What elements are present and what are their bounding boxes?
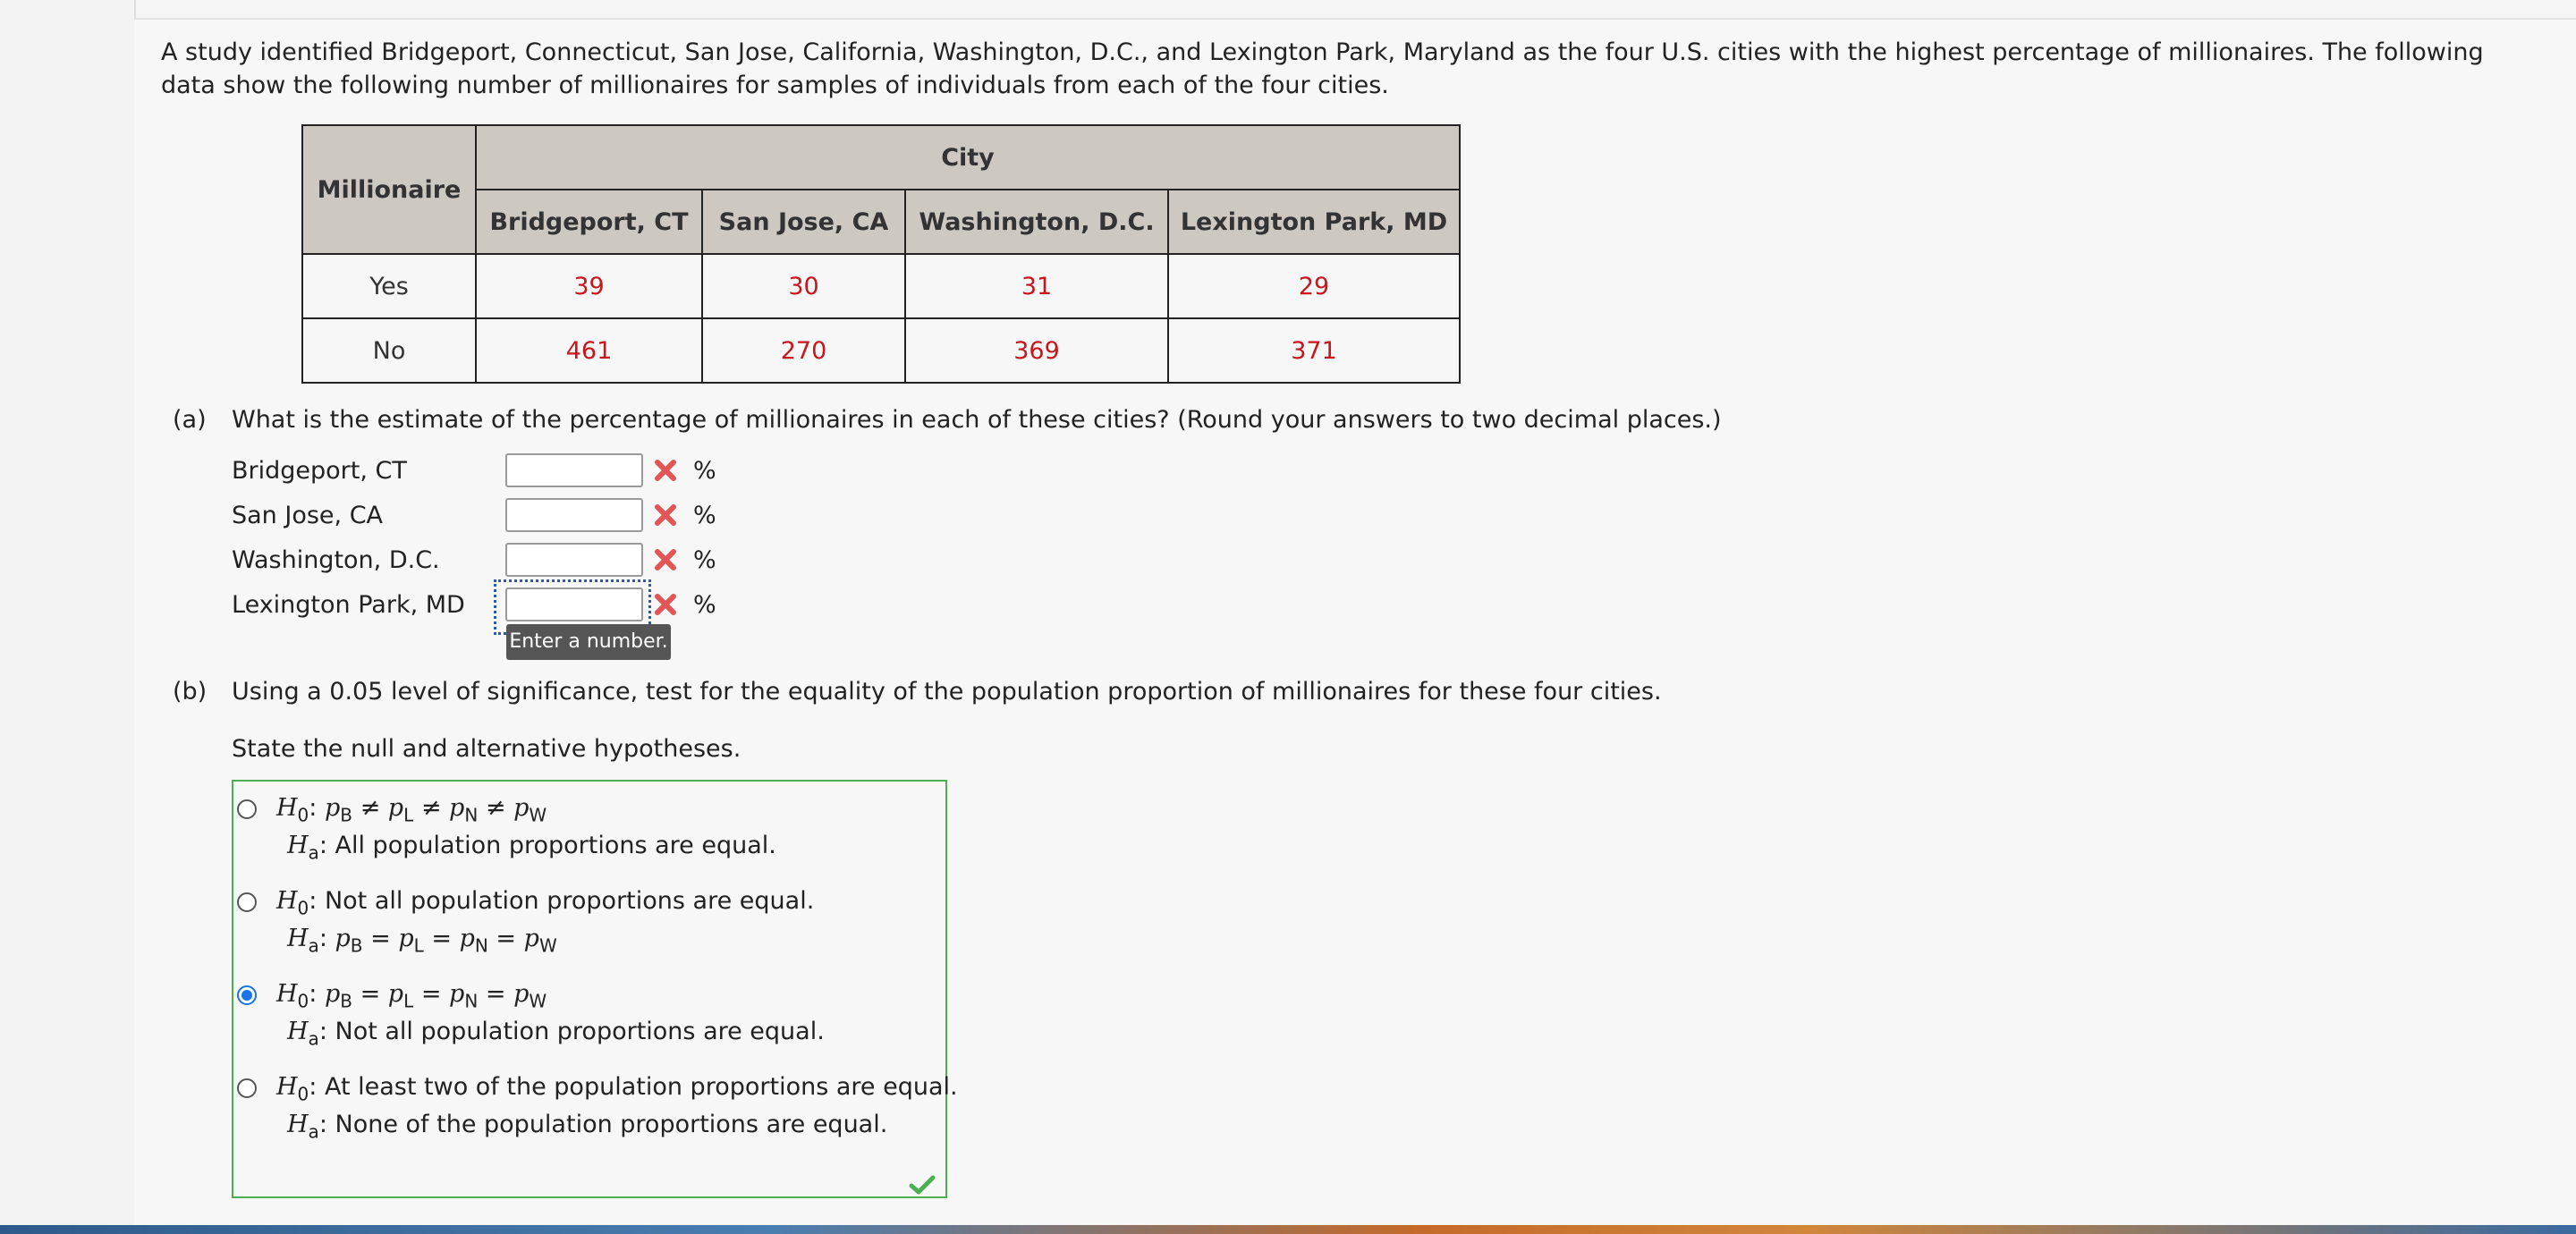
radio-button[interactable] <box>237 1078 257 1098</box>
x-icon <box>654 593 677 616</box>
row-label: Yes <box>302 254 476 318</box>
question-content <box>134 20 2576 1225</box>
ha-text: None of the population proportions are equal. <box>335 1111 888 1138</box>
percent-unit: % <box>693 590 716 619</box>
intro-text: A study identified Bridgeport, Connecticut, San Jose, California, Washington, D.C., and Lexington Park, Maryland as the four U.S. cities with the highest percentage of millionaires. The following data show the following number of millionaires for samples of individuals from each of the four cities. <box>161 38 2484 99</box>
h0-line: $H_0$: $p_B = p_L = p_N = p_W$ <box>276 980 547 1012</box>
ha-text: Not all population proportions are equal. <box>335 1018 825 1045</box>
table-cell: 39 <box>476 254 702 318</box>
answer-row-washington <box>232 540 716 579</box>
answer-label: Washington, D.C. <box>232 545 440 574</box>
h0-text: At least two of the population proportions are equal. <box>324 1073 958 1101</box>
ha-line: $H_a$: None of the population proportions are equal. <box>287 1111 888 1143</box>
group-header: City <box>476 125 1460 190</box>
row-header: Millionaire <box>302 125 476 254</box>
column-header: Bridgeport, CT <box>476 190 702 254</box>
answer-row-bridgeport <box>232 451 716 490</box>
column-header: Lexington Park, MD <box>1168 190 1460 254</box>
radio-button[interactable] <box>237 892 257 912</box>
table-cell: 369 <box>905 318 1168 383</box>
x-icon <box>654 503 677 527</box>
answer-label: Bridgeport, CT <box>232 456 407 485</box>
x-icon <box>654 548 677 571</box>
washington-percent-input[interactable] <box>505 543 643 577</box>
radio-button[interactable] <box>237 799 257 819</box>
ha-line: $H_a$: $p_B = p_L = p_N = p_W$ <box>287 925 557 957</box>
ha-text: All population proportions are equal. <box>335 832 776 859</box>
part-b-text: Using a 0.05 level of significance, test for the equality of the population proportion of millionaires for these four cities. <box>232 678 1662 706</box>
state-hypotheses-prompt: State the null and alternative hypotheses. <box>232 735 741 763</box>
part-a-tag: (a) <box>173 406 207 434</box>
taskbar-strip <box>0 1225 2576 1234</box>
answer-label: Lexington Park, MD <box>232 590 465 619</box>
h0-line: $H_0$: Not all population proportions are equal. <box>276 887 815 919</box>
part-a-text: What is the estimate of the percentage of millionaires in each of these cities? (Round your answers to two decimal places.) <box>232 406 1722 434</box>
table-cell: 461 <box>476 318 702 383</box>
answer-row-san-jose <box>232 495 716 535</box>
table-cell: 29 <box>1168 254 1460 318</box>
percent-unit: % <box>693 545 716 574</box>
percent-unit: % <box>693 456 716 485</box>
part-a-question <box>173 406 1722 434</box>
percent-unit: % <box>693 501 716 529</box>
bridgeport-percent-input[interactable] <box>505 453 643 487</box>
table-cell: 270 <box>702 318 905 383</box>
check-icon <box>909 1175 936 1195</box>
san-jose-percent-input[interactable] <box>505 498 643 532</box>
radio-button-selected[interactable] <box>237 985 257 1005</box>
h0-line: $H_0$: $p_B \ne p_L \ne p_N \ne p_W$ <box>276 794 547 826</box>
table-cell: 30 <box>702 254 905 318</box>
x-icon <box>654 459 677 482</box>
column-header: Washington, D.C. <box>905 190 1168 254</box>
ha-line: $H_a$: Not all population proportions are equal. <box>287 1018 825 1050</box>
part-b-question <box>173 678 1662 706</box>
row-label: No <box>302 318 476 383</box>
column-header: San Jose, CA <box>702 190 905 254</box>
answer-label: San Jose, CA <box>232 501 384 529</box>
left-rail <box>0 0 136 1225</box>
enter-number-tooltip: Enter a number. <box>506 624 671 660</box>
table-cell: 371 <box>1168 318 1460 383</box>
millionaire-table <box>301 124 1461 384</box>
table-cell: 31 <box>905 254 1168 318</box>
part-b-tag: (b) <box>173 678 208 706</box>
hypotheses-choice-group <box>232 780 958 1198</box>
h0-line: $H_0$: At least two of the population proportions are equal. <box>276 1073 958 1105</box>
h0-text: Not all population proportions are equal. <box>324 887 815 915</box>
ha-line: $H_a$: All population proportions are equal. <box>287 832 776 864</box>
